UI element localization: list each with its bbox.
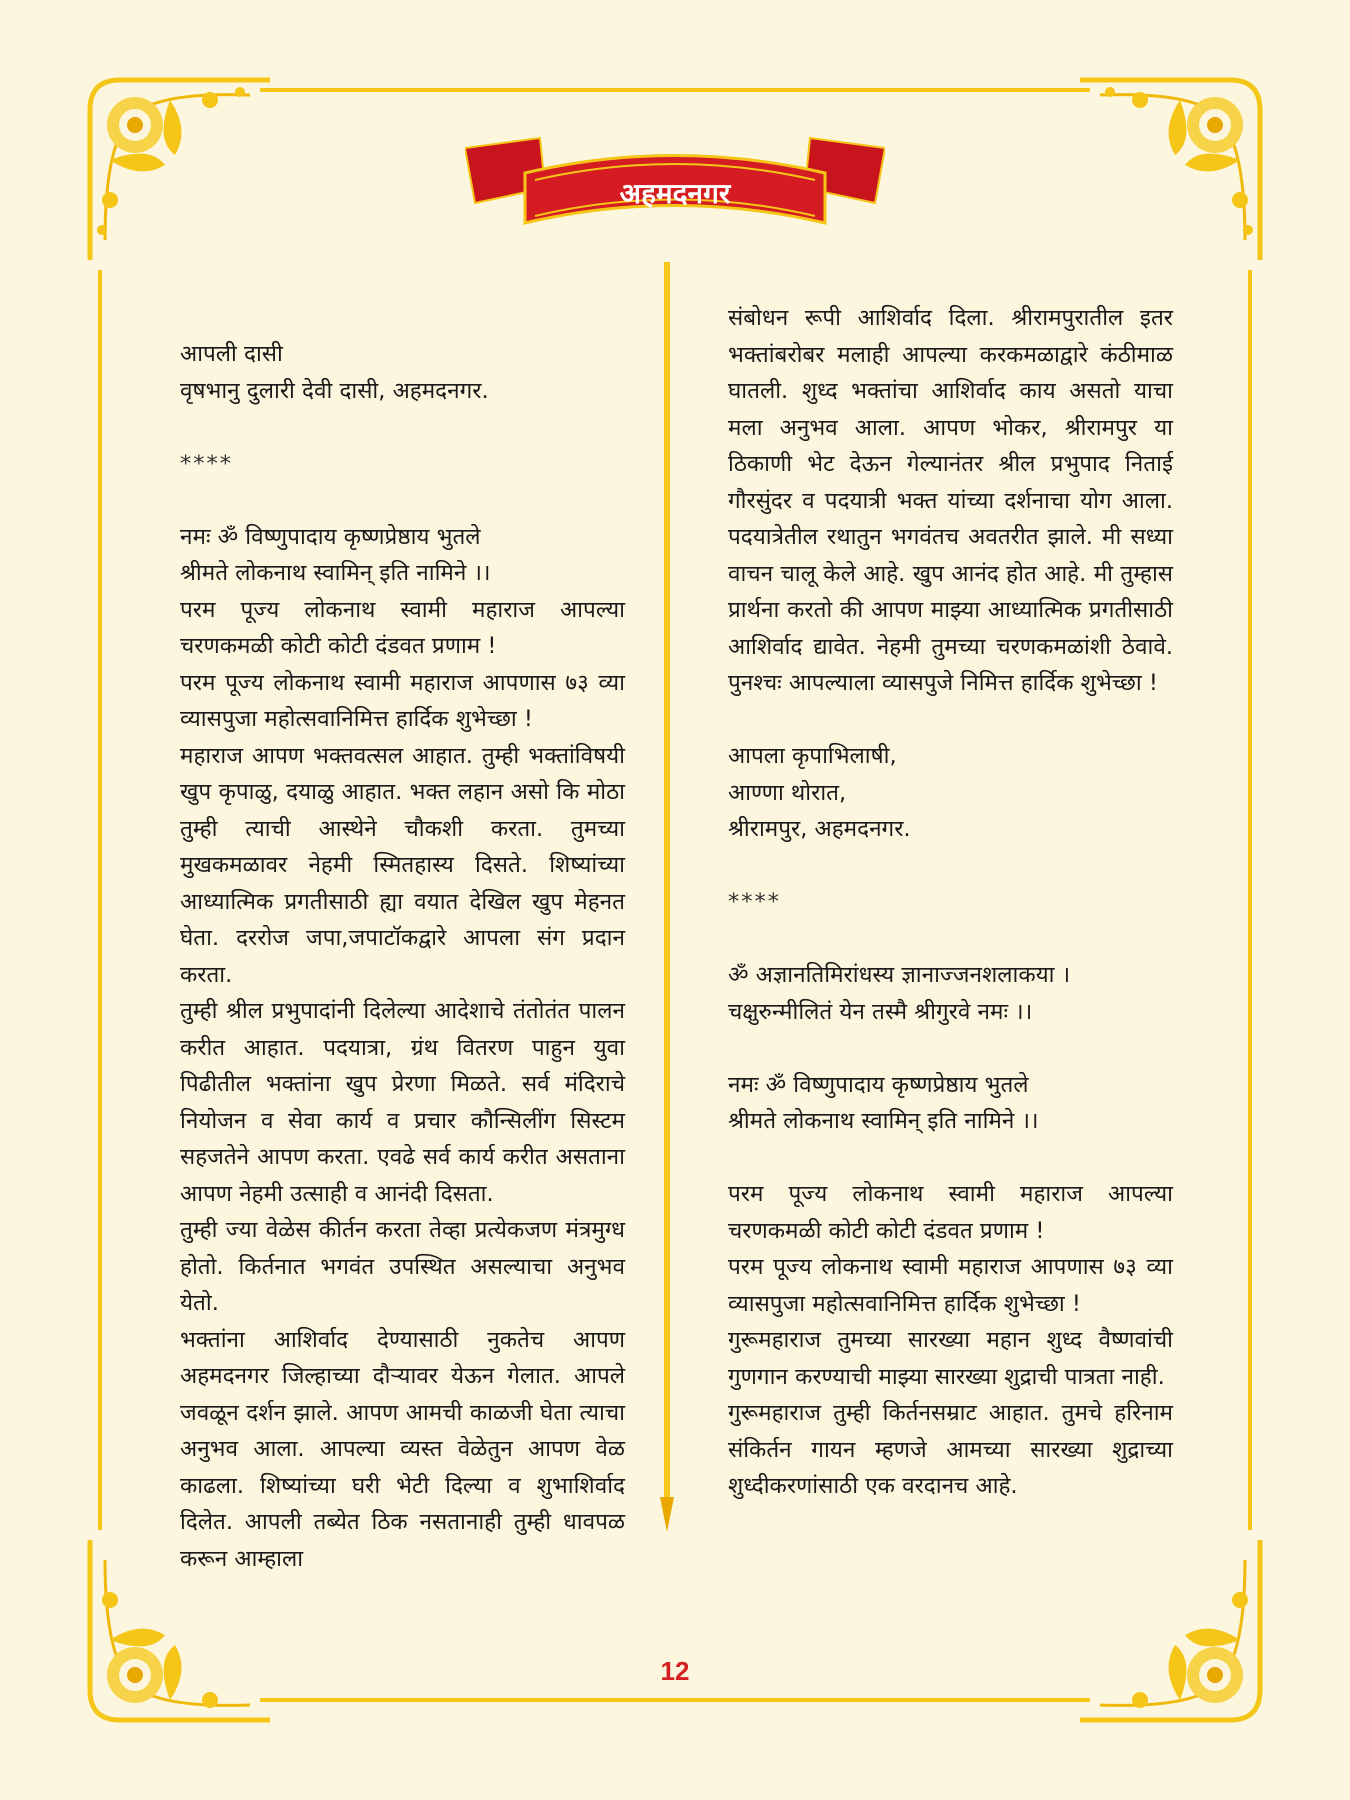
paragraph: महाराज आपण भक्तवत्सल आहात. तुम्ही भक्तांविषयी खुप कृपाळु, दयाळु आहात. भक्त लहान असो कि मोठा तुम्ही त्याची आस्थेने चौकशी करता. तुमच्या मुखकमळावर नेहमी स्मितहास्य दिसते. शिष्यांच्या आध्यात्मिक प्रगतीसाठी ह्या वयात देखिल खुप मेहनत घेता. दररोज जपा,जपाटॉकद्वारे आपला संग प्रदान करता. <box>180 742 625 988</box>
left-column <box>180 336 625 1577</box>
paragraph: भक्तांना आशिर्वाद देण्यासाठी नुकतेच आपण अहमदनगर जिल्हाच्या दौऱ्यावर येऊन गेलात. आपले जवळून दर्शन झाले. आपण आमची काळजी घेता त्याचा अनुभव आला. आपल्या व्यस्त वेळेतुन आपण वेळ काढला. शिष्यांच्या घरी भेटी दिल्या व शुभाशिर्वाद दिलेत. आपली तब्येत ठिक नसतानाही तुम्ही धावपळ करून आम्हाला <box>180 1326 625 1572</box>
paragraph: चक्षुरुन्मीलितं येन तस्मै श्रीगुरवे नमः ।। <box>728 998 1033 1025</box>
paragraph-gap <box>728 1140 1173 1177</box>
paragraph: आपली दासी <box>180 341 283 367</box>
paragraph: नमः ॐ विष्णुपादाय कृष्णप्रेष्ठाय भुतले <box>728 1071 1029 1098</box>
page-title: अहमदनगर <box>619 176 731 210</box>
paragraph: गुरूमहाराज तुम्ही किर्तनसम्राट आहात. तुमचे हरिनाम संकिर्तन गायन म्हणजे आमच्या सारख्या शुद्राच्या शुध्दीकरणांसाठी एक वरदानच आहे. <box>728 1400 1173 1499</box>
paragraph: संबोधन रूपी आशिर्वाद दिला. श्रीरामपुरातील इतर भक्तांबरोबर मलाही आपल्या करकमळाद्वारे कंठीमाळ घातली. शुध्द भक्तांचा आशिर्वाद काय असतो याचा मला अनुभव आला. आपण भोकर, श्रीरामपुर या ठिकाणी भेट देऊन गेल्यानंतर श्रील प्रभुपाद निताई गौरसुंदर व पदयात्री भक्त यांच्या दर्शनाचा योग आला. पदयात्रेतील रथातुन भगवंतच अवतरीत झाले. मी सध्या वाचन चालू केले आहे. खुप आनंद होत आहे. मी तुम्हास प्रार्थना करतो की आपण माझ्या आध्यात्मिक प्रगतीसाठी आशिर्वाद द्यावेत. नेहमी तुमच्या चरणकमळांशी ठेवावे. पुनश्चः आपल्याला व्यासपुजे निमित्त हार्दिक शुभेच्छा ! <box>728 305 1173 696</box>
paragraph-gap <box>180 482 625 519</box>
frame-top-line <box>260 88 1090 92</box>
paragraph: तुम्ही श्रील प्रभुपादांनी दिलेल्या आदेशाचे तंतोतंत पालन करीत आहात. पदयात्रा, ग्रंथ वितरण पाहुन युवा पिढीतील भक्तांना खुप प्रेरणा मिळते. सर्व मंदिराचे नियोजन व सेवा कार्य व प्रचार कौन्सिलींग सिस्टम सहजतेने आपण करता. एवढे सर्व कार्य करीत असताना आपण नेहमी उत्साही व आनंदी दिसता. <box>180 998 625 1207</box>
paragraph: श्रीमते लोकनाथ स्वामिन् इति नामिने ।। <box>180 560 491 586</box>
pen-nib-divider-icon <box>660 262 674 1532</box>
section-separator: **** <box>180 450 233 477</box>
paragraph: श्रीरामपुर, अहमदनगर. <box>728 816 911 842</box>
paragraph-gap <box>728 1030 1173 1067</box>
frame-right-line <box>1248 270 1252 1530</box>
paragraph: वृषभानु दुलारी देवी दासी, अहमदनगर. <box>180 377 489 404</box>
section-separator: **** <box>728 889 781 915</box>
frame-left-line <box>98 270 102 1530</box>
right-column <box>728 300 1173 1505</box>
page-number: 12 <box>660 1656 690 1686</box>
paragraph: ॐ अज्ञानतिमिरांधस्य ज्ञानाज्जनशलाकया । <box>728 962 1071 988</box>
paragraph: परम पूज्य लोकनाथ स्वामी महाराज आपणास ७३ व्या व्यासपुजा महोत्सवानिमित्त हार्दिक शुभेच्छा ! <box>728 1254 1173 1317</box>
paragraph-gap <box>728 921 1173 958</box>
frame-bottom-line <box>260 1698 1090 1702</box>
floral-corner-ornament-icon <box>1070 70 1270 270</box>
paragraph: आपला कृपाभिलाषी, <box>728 743 897 769</box>
paragraph-gap <box>728 848 1173 885</box>
header-banner <box>465 128 885 243</box>
paragraph: आण्णा थोरात, <box>728 779 847 806</box>
floral-corner-ornament-icon <box>1070 1530 1270 1730</box>
paragraph: परम पूज्य लोकनाथ स्वामी महाराज आपल्या चरणकमळी कोटी कोटी दंडवत प्रणाम ! <box>180 596 625 659</box>
paragraph: परम पूज्य लोकनाथ स्वामी महाराज आपणास ७३ व्या व्यासपुजा महोत्सवानिमित्त हार्दिक शुभेच्छा ! <box>180 669 625 732</box>
paragraph-gap <box>728 702 1173 739</box>
paragraph: श्रीमते लोकनाथ स्वामिन् इति नामिने ।। <box>728 1108 1039 1134</box>
paragraph: परम पूज्य लोकनाथ स्वामी महाराज आपल्या चरणकमळी कोटी कोटी दंडवत प्रणाम ! <box>728 1181 1173 1244</box>
paragraph: तुम्ही ज्या वेळेस कीर्तन करता तेव्हा प्रत्येकजण मंत्रमुग्ध होतो. किर्तनात भगवंत उपस्थित असल्याचा अनुभव येतो. <box>180 1217 625 1316</box>
paragraph-gap <box>180 409 625 446</box>
paragraph: नमः ॐ विष्णुपादाय कृष्णप्रेष्ठाय भुतले <box>180 523 481 550</box>
paragraph: गुरूमहाराज तुमच्या सारख्या महान शुध्द वैष्णवांची गुणगान करण्याची माझ्या सारख्या शुद्राची पात्रता नाही. <box>728 1327 1173 1390</box>
floral-corner-ornament-icon <box>80 70 280 270</box>
